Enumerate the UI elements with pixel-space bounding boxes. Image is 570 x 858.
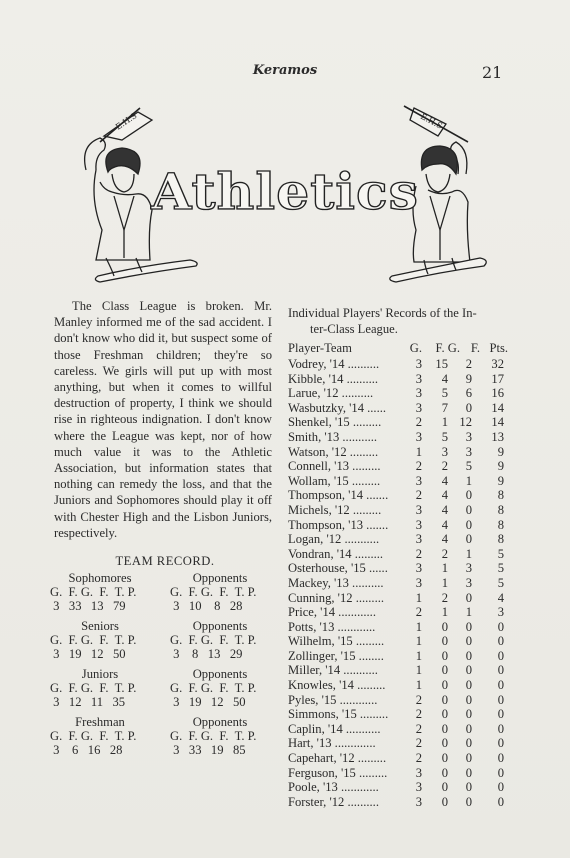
player-field-goals: 7 (441, 400, 448, 415)
player-name: Wilhelm, '15 ......... (288, 634, 385, 649)
player-points: 16 (491, 386, 504, 401)
player-name: Wollam, '15 ......... (288, 473, 381, 488)
player-points: 9 (497, 473, 504, 488)
header-f: F. (470, 341, 480, 355)
player-games: 1 (415, 663, 422, 678)
player-table-header (288, 341, 513, 356)
player-field-goals: 0 (441, 736, 448, 751)
player-name: Knowles, '14 ......... (288, 678, 386, 693)
team-stat-values: 3 12 11 35 (50, 695, 126, 709)
player-games: 3 (415, 532, 422, 547)
player-games: 3 (415, 386, 422, 401)
player-points: 5 (497, 561, 504, 576)
player-field-goals: 4 (441, 371, 448, 386)
player-fouls: 3 (465, 429, 472, 444)
player-row (288, 518, 513, 533)
player-field-goals: 3 (441, 444, 448, 459)
player-games: 2 (415, 415, 422, 430)
team-stat-values: 3 8 13 29 (170, 647, 243, 661)
player-row (288, 663, 513, 678)
player-fouls: 0 (465, 736, 472, 751)
player-field-goals: 1 (441, 575, 448, 590)
player-field-goals: 2 (441, 590, 448, 605)
player-row (288, 693, 513, 708)
player-row (288, 591, 513, 606)
team-stat-values: 3 6 16 28 (50, 743, 123, 757)
player-name: Zollinger, '15 ........ (288, 648, 384, 663)
player-field-goals: 0 (441, 765, 448, 780)
player-fouls: 0 (465, 794, 472, 809)
header-pts: Pts. (489, 341, 508, 355)
player-points: 0 (497, 736, 504, 751)
player-name: Hart, '13 ............. (288, 736, 376, 751)
player-row (288, 430, 513, 445)
section-title: Athletics (151, 163, 419, 222)
team-name: Seniors (81, 619, 119, 633)
player-row (288, 649, 513, 664)
player-field-goals: 0 (441, 634, 448, 649)
player-row (288, 357, 513, 372)
player-records-title-line-1: Individual Players' Records of the In- (288, 306, 477, 320)
player-points: 3 (497, 605, 504, 620)
player-name: Poole, '13 ............ (288, 780, 379, 795)
player-name: Osterhouse, '15 ...... (288, 561, 388, 576)
player-field-goals: 4 (441, 488, 448, 503)
player-games: 3 (415, 473, 422, 488)
player-points: 14 (491, 415, 504, 430)
player-row (288, 474, 513, 489)
player-points: 14 (491, 400, 504, 415)
player-field-goals: 1 (441, 605, 448, 620)
player-games: 1 (415, 590, 422, 605)
player-points: 5 (497, 575, 504, 590)
player-fouls: 3 (465, 444, 472, 459)
team-name: Opponents (192, 667, 248, 681)
player-fouls: 0 (465, 590, 472, 605)
player-field-goals: 2 (441, 546, 448, 561)
team-stat-headers: G. F. G. F. T. P. (170, 729, 257, 743)
player-name: Larue, '12 .......... (288, 386, 374, 401)
right-pennant-text: E.H.S (419, 111, 444, 131)
player-field-goals: 0 (441, 721, 448, 736)
player-name: Smith, '13 ........... (288, 429, 378, 444)
player-field-goals: 4 (441, 532, 448, 547)
player-row (288, 576, 513, 591)
team-record-entry (50, 715, 170, 757)
player-name: Watson, '12 ......... (288, 444, 379, 459)
player-name: Logan, '12 ........... (288, 532, 380, 547)
player-points: 0 (497, 707, 504, 722)
player-name: Thompson, '13 ....... (288, 517, 389, 532)
team-record-entry (170, 619, 290, 661)
player-games: 1 (415, 634, 422, 649)
player-fouls: 0 (465, 488, 472, 503)
player-fouls: 0 (465, 692, 472, 707)
player-points: 8 (497, 488, 504, 503)
player-games: 2 (415, 736, 422, 751)
player-fouls: 0 (465, 532, 472, 547)
player-fouls: 3 (465, 575, 472, 590)
player-games: 1 (415, 648, 422, 663)
player-fouls: 0 (465, 765, 472, 780)
team-stat-headers: G. F. G. F. T. P. (170, 585, 257, 599)
player-games: 2 (415, 488, 422, 503)
player-row (288, 634, 513, 649)
player-row (288, 678, 513, 693)
player-fouls: 1 (465, 473, 472, 488)
player-field-goals: 5 (441, 429, 448, 444)
player-name: Cunning, '12 ......... (288, 590, 385, 605)
player-records-title-line-2: ter-Class League. (310, 322, 398, 336)
player-points: 17 (491, 371, 504, 386)
player-field-goals: 4 (441, 473, 448, 488)
player-field-goals: 1 (441, 415, 448, 430)
player-fouls: 0 (465, 648, 472, 663)
player-games: 3 (415, 561, 422, 576)
article-paragraph: The Class League is broken. Mr. Manley informed me of the sad accident. I don't know who did it, but suspect some of those Freshman children; they're so careless. We girls will put up with most anything, but when it comes to willful destruction of property, I think we should rise in righteous indignation. I don't know where the League was kept, nor of how much value it was to the Athletic Association, but information states that nothing can remedy the loss, and that the Juniors and Sophomores should play it off with Chester High and the Lisbon Juniors, respectively. (54, 299, 272, 540)
team-name: Freshman (75, 715, 125, 729)
team-record-entry (50, 667, 170, 709)
player-games: 2 (415, 546, 422, 561)
header-player-team: Player-Team (288, 341, 352, 355)
player-field-goals: 0 (441, 663, 448, 678)
team-record-title: TEAM RECORD. (115, 554, 215, 568)
player-games: 2 (415, 692, 422, 707)
player-name: Pyles, '15 ............ (288, 692, 378, 707)
player-name: Price, '14 ............ (288, 605, 376, 620)
player-points: 0 (497, 663, 504, 678)
team-stat-values: 3 33 19 85 (170, 743, 246, 757)
team-name: Opponents (192, 619, 248, 633)
player-fouls: 2 (465, 357, 472, 371)
running-header: Keramos (252, 63, 318, 78)
player-field-goals: 0 (441, 751, 448, 766)
player-games: 2 (415, 751, 422, 766)
player-fouls: 0 (465, 663, 472, 678)
player-points: 0 (497, 619, 504, 634)
player-fouls: 0 (465, 678, 472, 693)
player-name: Capehart, '12 ......... (288, 751, 387, 766)
player-points: 8 (497, 517, 504, 532)
player-row (288, 386, 513, 401)
player-games: 3 (415, 357, 422, 371)
team-name: Juniors (81, 667, 119, 681)
player-games: 3 (415, 400, 422, 415)
player-points: 0 (497, 780, 504, 795)
page-number: 21 (482, 63, 503, 82)
team-record-entry (170, 571, 290, 613)
player-games: 3 (415, 429, 422, 444)
team-record-entry (170, 667, 290, 709)
player-field-goals: 4 (441, 502, 448, 517)
team-stat-headers: G. F. G. F. T. P. (50, 633, 137, 647)
player-games: 3 (415, 371, 422, 386)
player-row (288, 736, 513, 751)
player-field-goals: 5 (441, 386, 448, 401)
player-name: Ferguson, '15 ......... (288, 765, 388, 780)
player-name: Connell, '13 ......... (288, 459, 381, 474)
player-row (288, 561, 513, 576)
player-fouls: 3 (465, 561, 472, 576)
player-points: 0 (497, 765, 504, 780)
header-fg: F. G. (435, 341, 460, 355)
player-row (288, 547, 513, 562)
player-points: 0 (497, 721, 504, 736)
player-fouls: 0 (465, 502, 472, 517)
team-record-entry (50, 619, 170, 661)
player-name: Wasbutzky, '14 ...... (288, 400, 387, 415)
player-row (288, 503, 513, 518)
player-name: Potts, '13 ............ (288, 619, 376, 634)
article-body (54, 298, 272, 541)
player-points: 0 (497, 751, 504, 766)
player-row (288, 459, 513, 474)
player-points: 0 (497, 648, 504, 663)
player-field-goals: 0 (441, 678, 448, 693)
player-row (288, 401, 513, 416)
player-name: Michels, '12 ......... (288, 502, 382, 517)
player-name: Forster, '12 .......... (288, 794, 379, 809)
player-games: 2 (415, 605, 422, 620)
team-record-entry (170, 715, 290, 757)
team-stat-headers: G. F. G. F. T. P. (170, 633, 257, 647)
player-field-goals: 0 (441, 794, 448, 809)
player-field-goals: 0 (441, 692, 448, 707)
player-fouls: 0 (465, 400, 472, 415)
player-name: Miller, '14 ........... (288, 663, 378, 678)
player-games: 3 (415, 502, 422, 517)
player-fouls: 1 (465, 546, 472, 561)
team-stat-values: 3 33 13 79 (50, 599, 126, 613)
player-games: 1 (415, 678, 422, 693)
player-field-goals: 0 (441, 707, 448, 722)
player-field-goals: 0 (441, 619, 448, 634)
player-fouls: 0 (465, 707, 472, 722)
player-points: 32 (491, 357, 504, 371)
player-points: 0 (497, 794, 504, 809)
player-points: 0 (497, 692, 504, 707)
player-row (288, 532, 513, 547)
player-row (288, 795, 513, 810)
player-name: Vondran, '14 ......... (288, 546, 384, 561)
player-field-goals: 15 (435, 357, 448, 371)
team-stat-values: 3 10 8 28 (170, 599, 243, 613)
player-records (288, 305, 513, 809)
player-row (288, 372, 513, 387)
player-name: Shenkel, '15 ......... (288, 415, 382, 430)
player-name: Caplin, '14 ........... (288, 721, 381, 736)
player-points: 4 (497, 590, 504, 605)
team-stat-values: 3 19 12 50 (50, 647, 126, 661)
player-fouls: 0 (465, 721, 472, 736)
player-field-goals: 0 (441, 780, 448, 795)
player-name: Vodrey, '14 .......... (288, 357, 380, 371)
player-name: Thompson, '14 ....... (288, 488, 389, 503)
team-stat-headers: G. F. G. F. T. P. (50, 681, 137, 695)
team-record (50, 554, 290, 757)
player-row (288, 707, 513, 722)
player-fouls: 0 (465, 634, 472, 649)
player-row (288, 605, 513, 620)
player-games: 3 (415, 765, 422, 780)
player-fouls: 6 (465, 386, 472, 401)
team-stat-headers: G. F. G. F. T. P. (50, 585, 137, 599)
player-field-goals: 0 (441, 648, 448, 663)
player-points: 13 (491, 429, 504, 444)
player-row (288, 620, 513, 635)
player-points: 5 (497, 546, 504, 561)
player-row (288, 722, 513, 737)
player-row (288, 766, 513, 781)
player-fouls: 9 (465, 371, 472, 386)
team-stat-values: 3 19 12 50 (170, 695, 246, 709)
player-row (288, 780, 513, 795)
header-g: G. (409, 341, 422, 355)
team-record-entry (50, 571, 170, 613)
player-row (288, 488, 513, 503)
player-games: 1 (415, 444, 422, 459)
player-row (288, 415, 513, 430)
player-field-goals: 4 (441, 517, 448, 532)
player-games: 3 (415, 794, 422, 809)
player-records-title (288, 305, 513, 337)
player-name: Mackey, '13 .......... (288, 575, 384, 590)
team-record-grid (50, 571, 290, 757)
player-fouls: 5 (465, 459, 472, 474)
team-stat-headers: G. F. G. F. T. P. (170, 681, 257, 695)
player-games: 1 (415, 619, 422, 634)
player-points: 8 (497, 502, 504, 517)
team-name: Sophomores (68, 571, 132, 585)
player-row (288, 445, 513, 460)
team-stat-headers: G. F. G. F. T. P. (50, 729, 137, 743)
player-fouls: 0 (465, 517, 472, 532)
player-points: 9 (497, 459, 504, 474)
player-table-body (288, 357, 513, 809)
player-games: 2 (415, 721, 422, 736)
player-fouls: 0 (465, 780, 472, 795)
team-name: Opponents (192, 715, 248, 729)
player-games: 3 (415, 575, 422, 590)
player-row (288, 751, 513, 766)
player-games: 2 (415, 707, 422, 722)
player-field-goals: 1 (441, 561, 448, 576)
player-name: Simmons, '15 ......... (288, 707, 389, 722)
player-points: 8 (497, 532, 504, 547)
player-points: 9 (497, 444, 504, 459)
player-fouls: 12 (459, 415, 472, 430)
player-fouls: 0 (465, 751, 472, 766)
player-fouls: 1 (465, 605, 472, 620)
player-games: 3 (415, 780, 422, 795)
player-name: Kibble, '14 .......... (288, 371, 379, 386)
left-pennant-text: E.H.S (114, 111, 139, 132)
player-points: 0 (497, 634, 504, 649)
player-points: 0 (497, 678, 504, 693)
team-name: Opponents (192, 571, 248, 585)
player-games: 2 (415, 459, 422, 474)
player-games: 3 (415, 517, 422, 532)
player-fouls: 0 (465, 619, 472, 634)
player-field-goals: 2 (441, 459, 448, 474)
